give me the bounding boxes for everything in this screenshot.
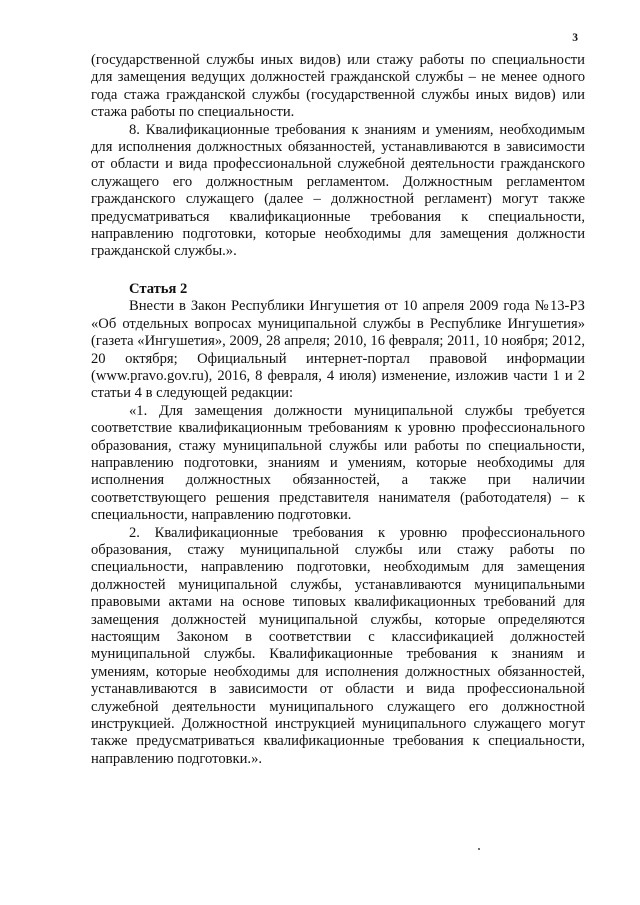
- paragraph-part-2: 2. Квалификационные требования к уровню профессионального образования, стажу муниципальной службы или стажу работы по специальности, направлению подготовки, необходимым для замещения должностей муниципальной службы, устанавливаются муниципальными правовыми актами на основе типовых квалификационных требований для замещения должностей муниципальной службы, которые определяются настоящим Законом в соответствии с классификацией должностей муниципальной службы. Квалификационные требования к знаниям и умениям, которые необходимы для исполнения должностных обязанностей, устанавливаются в зависимости от области и вида профессиональной служебной деятельности муниципального служащего его должностной инструкцией. Должностной инструкцией муниципального служащего могут также предусматриваться квалификационные требования к специальности, направлению подготовки.».: [91, 524, 585, 767]
- article-heading: Статья 2: [129, 280, 188, 297]
- scan-dot-mark: [478, 848, 480, 850]
- paragraph-spacer: [91, 261, 585, 281]
- page-number: 3: [572, 32, 578, 44]
- paragraph-amendment-intro: Внести в Закон Республики Ингушетия от 10 апреля 2009 года №13-РЗ «Об отдельных вопросах муниципальной службы в Республике Ингушетия» (газета «Ингушетия», 2009, 28 апреля; 2010, 16 февраля; 2011, 10 ноября; 2012, 20 октября; Официальный интернет-портал правовой информации (www.pravo.gov.ru), 2016, 8 февраля, 4 июля) изменение, изложив части 1 и 2 статьи 4 в следующей редакции:: [91, 298, 585, 402]
- document-body: [91, 52, 585, 768]
- paragraph-item-8: 8. Квалификационные требования к знаниям и умениям, необходимым для исполнения должностных обязанностей, устанавливаются в зависимости от области и вида профессиональной служебной деятельности гражданского служащего его должностным регламентом. Должностным регламентом гражданского служащего (далее – должностной регламент) могут также предусматриваться квалификационные требования к специальности, направлению подготовки, которые необходимы для замещения должности гражданской службы.».: [91, 121, 585, 260]
- paragraph-continuation: (государственной службы иных видов) или стажу работы по специальности для замещения ведущих должностей гражданской службы – не менее одного года стажа гражданской службы (государственной службы иных видов) или стажа работы по специальности.: [91, 52, 585, 121]
- paragraph-part-1: «1. Для замещения должности муниципальной службы требуется соответствие квалификационным требованиям к уровню профессионального образования, стажу муниципальной службы или работы по специальности, направлению подготовки, знаниям и умениям, которые необходимы для исполнения должностных обязанностей, а также при наличии соответствующего решения представителя нанимателя (работодателя) – к специальности, направлению подготовки.: [91, 402, 585, 524]
